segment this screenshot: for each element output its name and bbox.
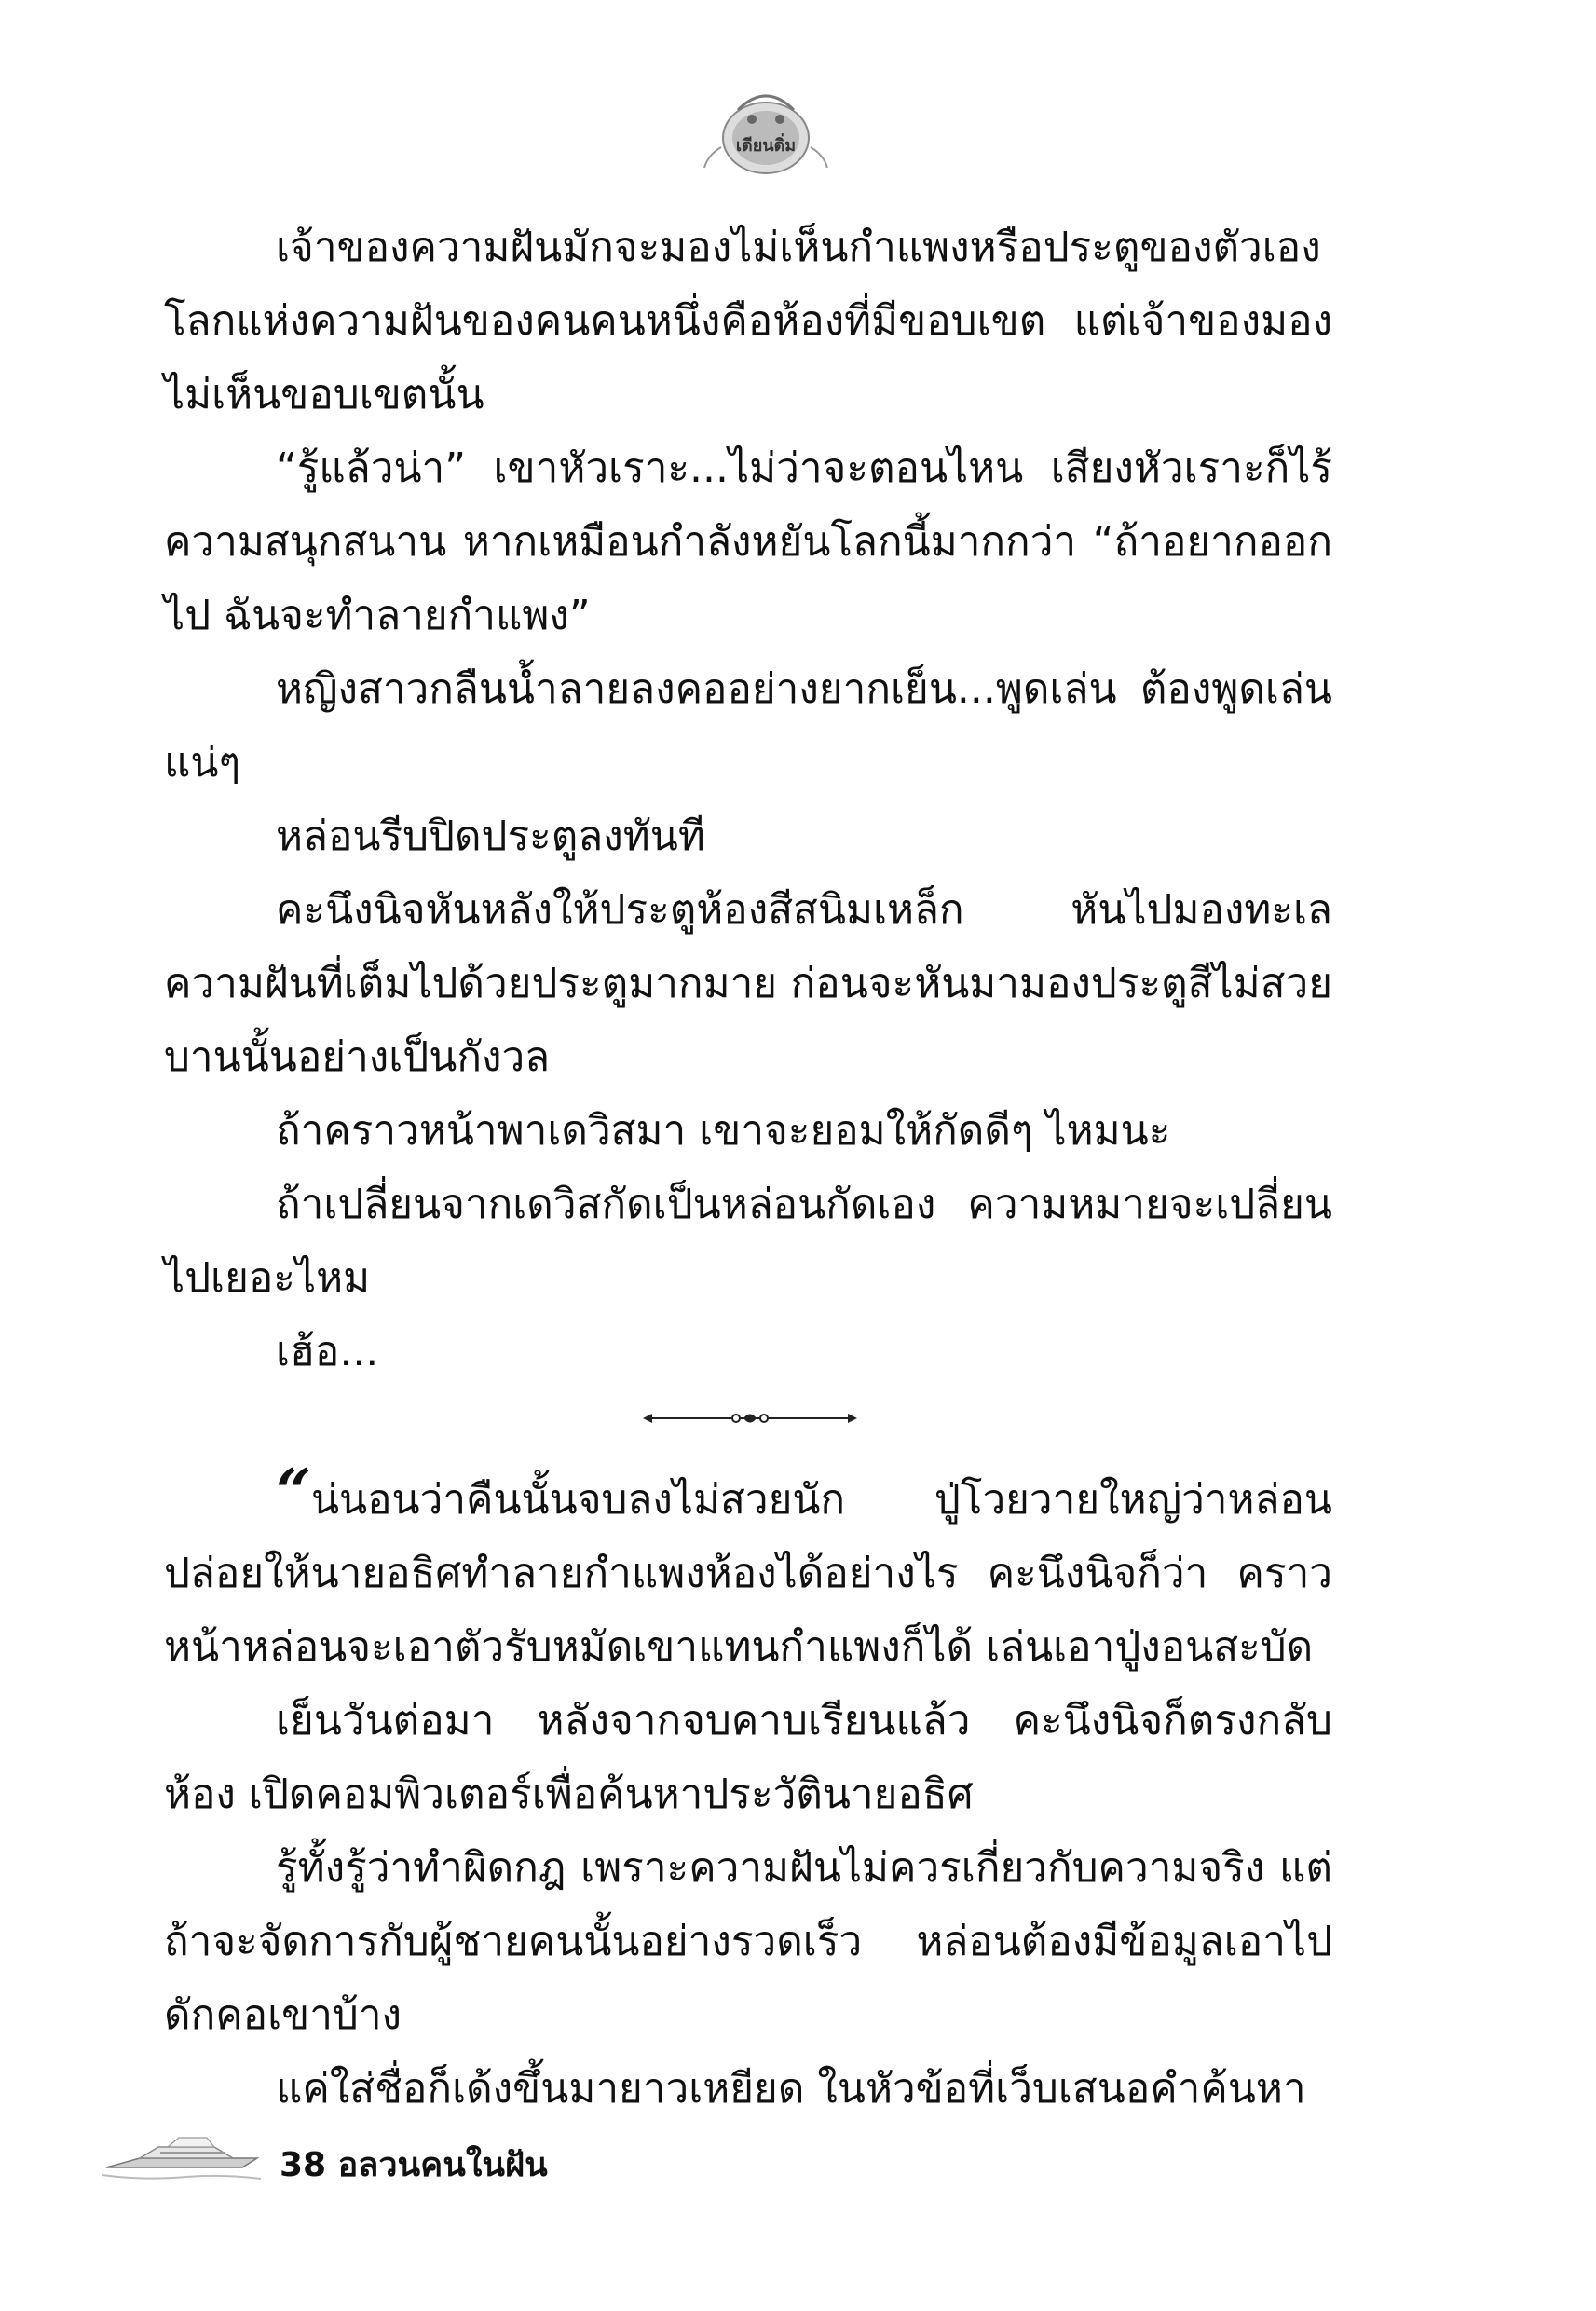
page-number: 38	[280, 2146, 327, 2184]
paragraph: หล่อนรีบปิดประตูลงทันที	[276, 813, 705, 860]
paragraph: แค่ใส่ชื่อก็เด้งขึ้นมายาวเหยียด ในหัวข้อที่เว็บเสนอคำค้นหา	[276, 2065, 1306, 2113]
dropcap-quote: “	[276, 1456, 311, 1528]
paragraph: “รู้แล้วน่า” เขาหัวเราะ...ไม่ว่าจะตอนไหน เสียงหัวเราะก็ไร้ความสนุกสนาน หากเหมือนกำลังหยันโลกนี้มากกว่า “ถ้าอยากออกไป ฉันจะทำลายกำแพง”	[164, 444, 1332, 639]
paragraph: เย็นวันต่อมา หลังจากจบคาบเรียนแล้ว คะนึงนิจก็ตรงกลับห้อง เปิดคอมพิวเตอร์เพื่อค้นหาประวัตินายอธิศ	[164, 1697, 1332, 1818]
paragraph: เจ้าของความฝันมักจะมองไม่เห็นกำแพงหรือประตูของตัวเอง โลกแห่งความฝันของคนคนหนึ่งคือห้องที่มีขอบเขต แต่เจ้าของมองไม่เห็นขอบเขตนั้น	[164, 224, 1332, 418]
paragraph-text: น่นอนว่าคืนนั้นจบลงไม่สวยนัก ปู่โวยวายใหญ่ว่าหล่อนปล่อยให้นายอธิศทำลายกำแพงห้องได้อย่างไร คะนึงนิจก็ว่า คราวหน้าหล่อนจะเอาตัวรับหมัดเขาแทนกำแพงก็ได้ เล่นเอาปู่งอนสะบัด	[164, 1476, 1332, 1671]
paragraph: ถ้าเปลี่ยนจากเดวิสกัดเป็นหล่อนกัดเอง ความหมายจะเปลี่ยนไปเยอะไหม	[164, 1181, 1332, 1302]
emblem-text: เดียนดิ่ม	[735, 136, 797, 156]
paragraph: ถ้าคราวหน้าพาเดวิสมา เขาจะยอมให้กัดดีๆ ไหมนะ	[276, 1107, 1171, 1155]
section-1	[164, 211, 1332, 1388]
paragraph: คะนึงนิจหันหลังให้ประตูห้องสีสนิมเหล็ก หันไปมองทะเลความฝันที่เต็มไปด้วยประตูมากมาย ก่อนจะหันมามองประตูสีไม่สวยบานนั้นอย่างเป็นกังวล	[164, 886, 1332, 1081]
paragraph: หญิงสาวกลืนน้ำลายลงคออย่างยากเย็น...พูดเล่น ต้องพูดเล่นแน่ๆ	[164, 665, 1332, 786]
section-divider-ornament	[643, 1407, 857, 1429]
footer-label	[280, 2138, 548, 2191]
book-title: อลวนคนในฝัน	[337, 2146, 548, 2184]
section-2	[164, 1456, 1332, 2126]
page-footer	[102, 2125, 662, 2190]
paragraph: เฮ้อ...	[276, 1328, 379, 1375]
paragraph-with-dropcap	[164, 1456, 1332, 1684]
header-emblem-icon	[701, 82, 831, 185]
paragraph: รู้ทั้งรู้ว่าทำผิดกฎ เพราะความฝันไม่ควรเกี่ยวกับความจริง แต่ถ้าจะจัดการกับผู้ชายคนนั้นอย่างรวดเร็ว หล่อนต้องมีข้อมูลเอาไปดักคอเขาบ้าง	[164, 1844, 1332, 2039]
yacht-icon	[102, 2130, 261, 2184]
